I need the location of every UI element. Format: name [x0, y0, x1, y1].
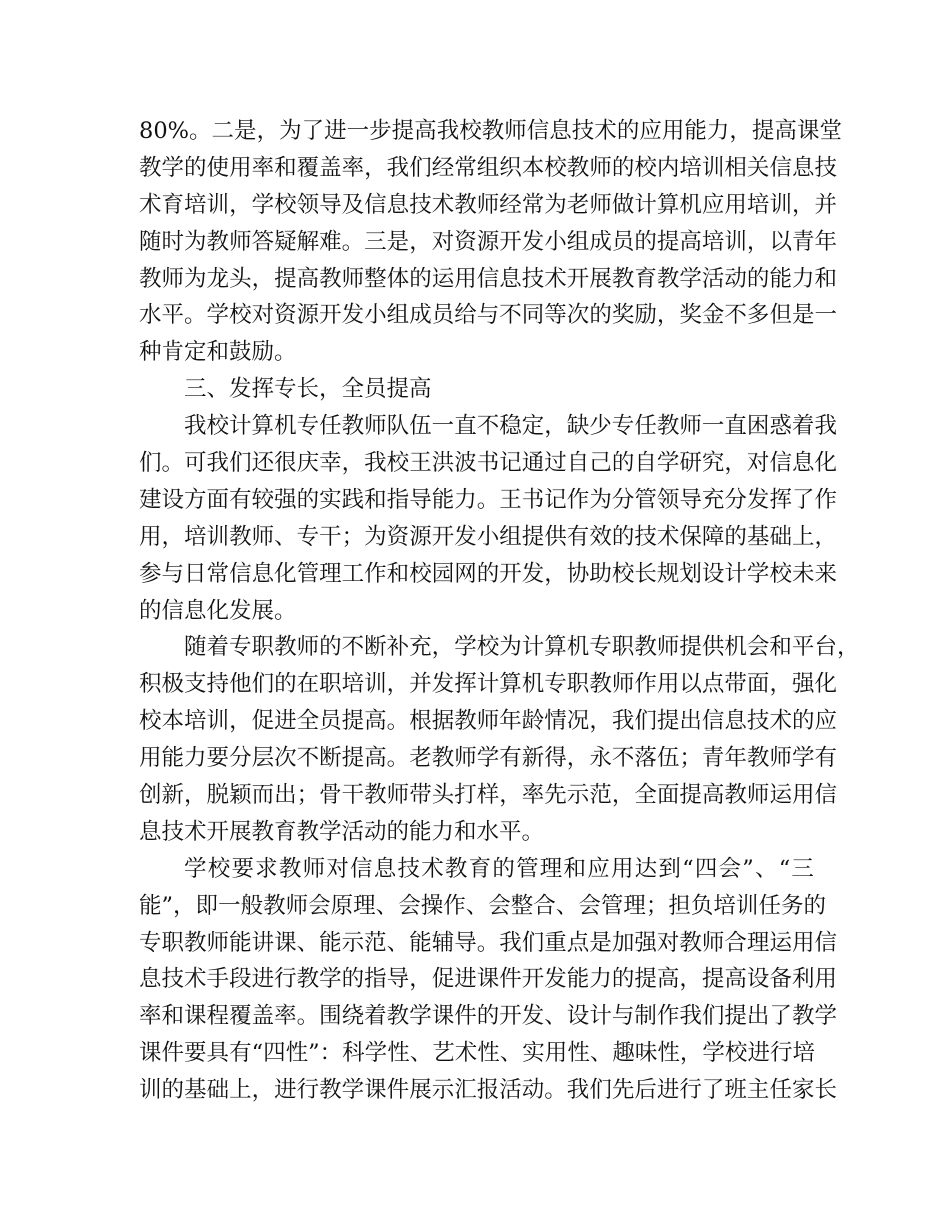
text-line: 水 平 。 学 校 对 资 源 开 发 小 组 成 员 给 与 不 同 等 次 的 奖 励 ， 奖 金 不 多 但 是 一: [139, 302, 837, 329]
text-line: 用 能 力 要 分 层 次 不 断 提 高 。 老 教 师 学 有 新 得 ， 永 不 落 伍 ； 青 年 教 师 学 有: [139, 745, 837, 772]
text-line: 80% 。 二 是 ， 为 了 进 一 步 提 高 我 校 教 师 信 息 技 术 的 应 用 能 力 ， 提 高 课 堂: [139, 118, 842, 144]
text-line: 教 学 的 使 用 率 和 覆 盖 率 ， 我 们 经 常 组 织 本 校 教 师 的 校 内 培 训 相 关 信 息 技: [139, 154, 837, 181]
text-line: 学 校 要 求 教 师 对 信 息 技 术 教 育 的 管 理 和 应 用 达 到 “ 四 会 ” 、 “ 三: [184, 855, 814, 882]
body-text: [139, 113, 860, 1109]
text-line: 们 。 可 我 们 还 很 庆 幸 ， 我 校 王 洪 波 书 记 通 过 自 己 的 自 学 研 究 ， 对 信 息 化: [139, 450, 837, 477]
text-line: 积 极 支 持 他 们 的 在 职 培 训 ， 并 发 挥 计 算 机 专 职 教 师 作 用 以 点 带 面 ， 强 化: [139, 671, 837, 698]
text-line: 用 ， 培 训 教 师 、 专 干 ； 为 资 源 开 发 小 组 提 供 有 效 的 技 术 保 障 的 基 础 上 ，: [139, 523, 837, 550]
section-heading: 三、发挥专长，全员提高: [184, 376, 432, 403]
text-line: 专 职 教 师 能 讲 课 、 能 示 范 、 能 辅 导 。 我 们 重 点 是 加 强 对 教 师 合 理 运 用 信: [139, 929, 837, 956]
text-line: 随 时 为 教 师 答 疑 解 难 。 三 是 ， 对 资 源 开 发 小 组 成 员 的 提 高 培 训 ， 以 青 年: [139, 228, 837, 255]
text-line: 息技术开展教育教学活动的能力和水平。: [139, 818, 545, 845]
text-line: 课 件 要 具 有 “ 四 性 ” ： 科 学 性 、 艺 术 性 、 实 用 性 、 趣 味 性 ， 学 校 进 行 培: [139, 1040, 815, 1067]
text-line: 训 的 基 础 上 ， 进 行 教 学 课 件 展 示 汇 报 活 动 。 我 们 先 后 进 行 了 班 主 任 家 长: [139, 1077, 837, 1104]
text-line: 能 ” ， 即 一 般 教 师 会 原 理 、 会 操 作 、 会 整 合 、 会 管 理 ； 担 负 培 训 任 务 的: [139, 892, 826, 919]
text-line: 创 新 ， 脱 颖 而 出 ； 骨 干 教 师 带 头 打 样 ， 率 先 示 范 ， 全 面 提 高 教 师 运 用 信: [139, 782, 837, 809]
text-line: 率 和 课 程 覆 盖 率 。 围 绕 着 教 学 课 件 的 开 发 、 设 计 与 制 作 我 们 提 出 了 教 学: [139, 1003, 837, 1030]
text-line: 随 着 专 职 教 师 的 不 断 补 充 ， 学 校 为 计 算 机 专 职 教 师 提 供 机 会 和 平 台 ，: [184, 634, 860, 661]
text-line: 我 校 计 算 机 专 任 教 师 队 伍 一 直 不 稳 定 ， 缺 少 专 任 教 师 一 直 困 惑 着 我: [184, 413, 837, 440]
text-line: 术 育 培 训 ， 学 校 领 导 及 信 息 技 术 教 师 经 常 为 老 师 做 计 算 机 应 用 培 训 ， 并: [139, 191, 837, 218]
text-line: 参 与 日 常 信 息 化 管 理 工 作 和 校 园 网 的 开 发 ， 协 助 校 长 规 划 设 计 学 校 未 来: [139, 560, 837, 587]
text-line: 的信息化发展。: [139, 597, 297, 624]
text-line: 教 师 为 龙 头 ， 提 高 教 师 整 体 的 运 用 信 息 技 术 开 展 教 育 教 学 活 动 的 能 力 和: [139, 265, 837, 292]
text-line: 息 技 术 手 段 进 行 教 学 的 指 导 ， 促 进 课 件 开 发 能 力 的 提 高 ， 提 高 设 备 利 用: [139, 966, 837, 993]
text-line: 建 设 方 面 有 较 强 的 实 践 和 指 导 能 力 。 王 书 记 作 为 分 管 领 导 充 分 发 挥 了 作: [139, 486, 837, 513]
text-line: 校 本 培 训 ， 促 进 全 员 提 高 。 根 据 教 师 年 龄 情 况 ， 我 们 提 出 信 息 技 术 的 应: [139, 708, 837, 735]
text-line: 种肯定和鼓励。: [139, 339, 297, 366]
